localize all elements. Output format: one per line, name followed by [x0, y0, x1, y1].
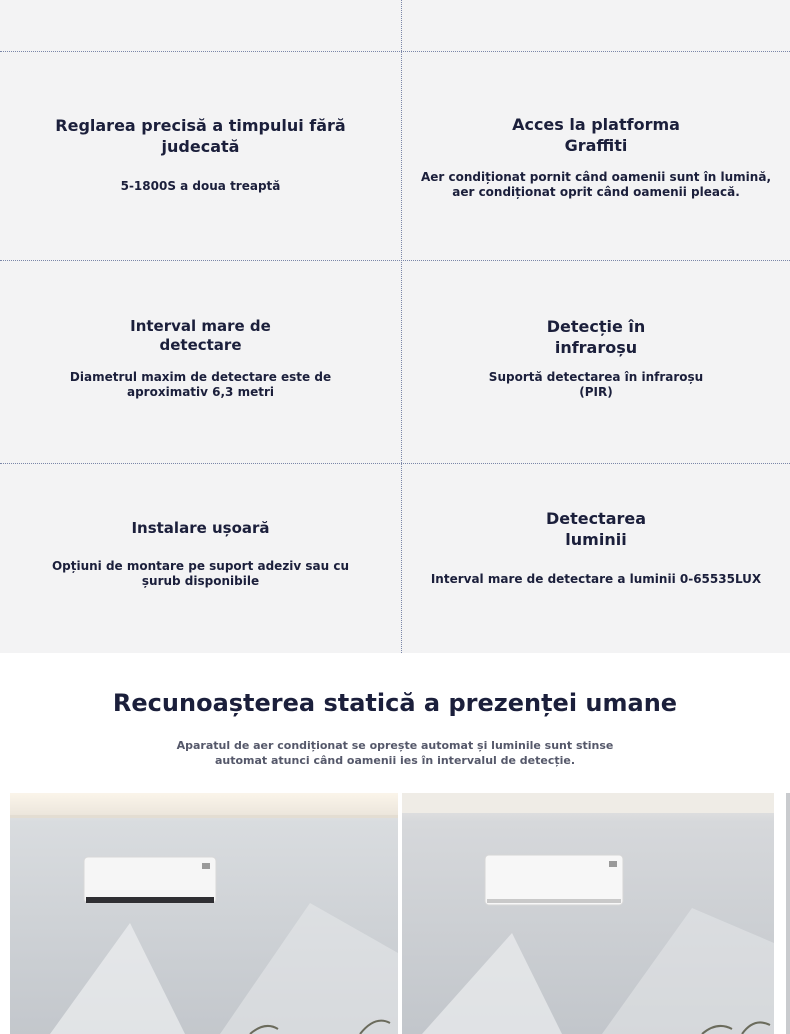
grid-divider-horizontal — [0, 463, 790, 464]
section-subtitle: Aparatul de aer condiționat se oprește automat și luminile sunt stinse automat atunci când oamenii ies în intervalul de detecție. — [176, 739, 614, 767]
feature-cell — [402, 508, 790, 587]
room-photo-partial — [786, 793, 790, 1034]
feature-title: Acces la platforma Graffiti — [512, 115, 680, 155]
feature-description: Interval mare de detectare a luminii 0-65535LUX — [430, 572, 762, 586]
feature-title: Detecție în infraroșu — [546, 317, 646, 357]
feature-cell — [0, 115, 401, 194]
room-photo-ac-on — [10, 793, 398, 1034]
feature-description: Opțiuni de montare pe suport adeziv sau cu șurub disponibile — [51, 559, 350, 588]
feature-description: Diametrul maxim de detectare este de aproximativ 6,3 metri — [69, 370, 332, 399]
feature-description: Aer condiționat pornit când oamenii sunt în lumină, aer condiționat oprit când oamenii pleacă. — [421, 170, 771, 199]
section-title: Recunoașterea statică a prezenței umane — [112, 689, 678, 717]
feature-description: Suportă detectarea în infraroșu (PIR) — [488, 370, 704, 399]
grid-divider-horizontal — [0, 260, 790, 261]
feature-cell — [0, 317, 401, 400]
feature-title: Interval mare de detectare — [130, 317, 271, 354]
feature-description: 5-1800S a doua treaptă — [120, 179, 281, 193]
grid-divider-horizontal — [0, 51, 790, 52]
feature-title: Reglarea precisă a timpului fără judecată — [55, 116, 346, 156]
feature-cell — [402, 114, 790, 200]
feature-title: Detectarea luminii — [545, 509, 647, 549]
feature-cell — [0, 518, 401, 589]
room-photo-ac-off — [402, 793, 774, 1034]
feature-title: Instalare ușoară — [131, 519, 270, 537]
feature-cell — [402, 316, 790, 400]
